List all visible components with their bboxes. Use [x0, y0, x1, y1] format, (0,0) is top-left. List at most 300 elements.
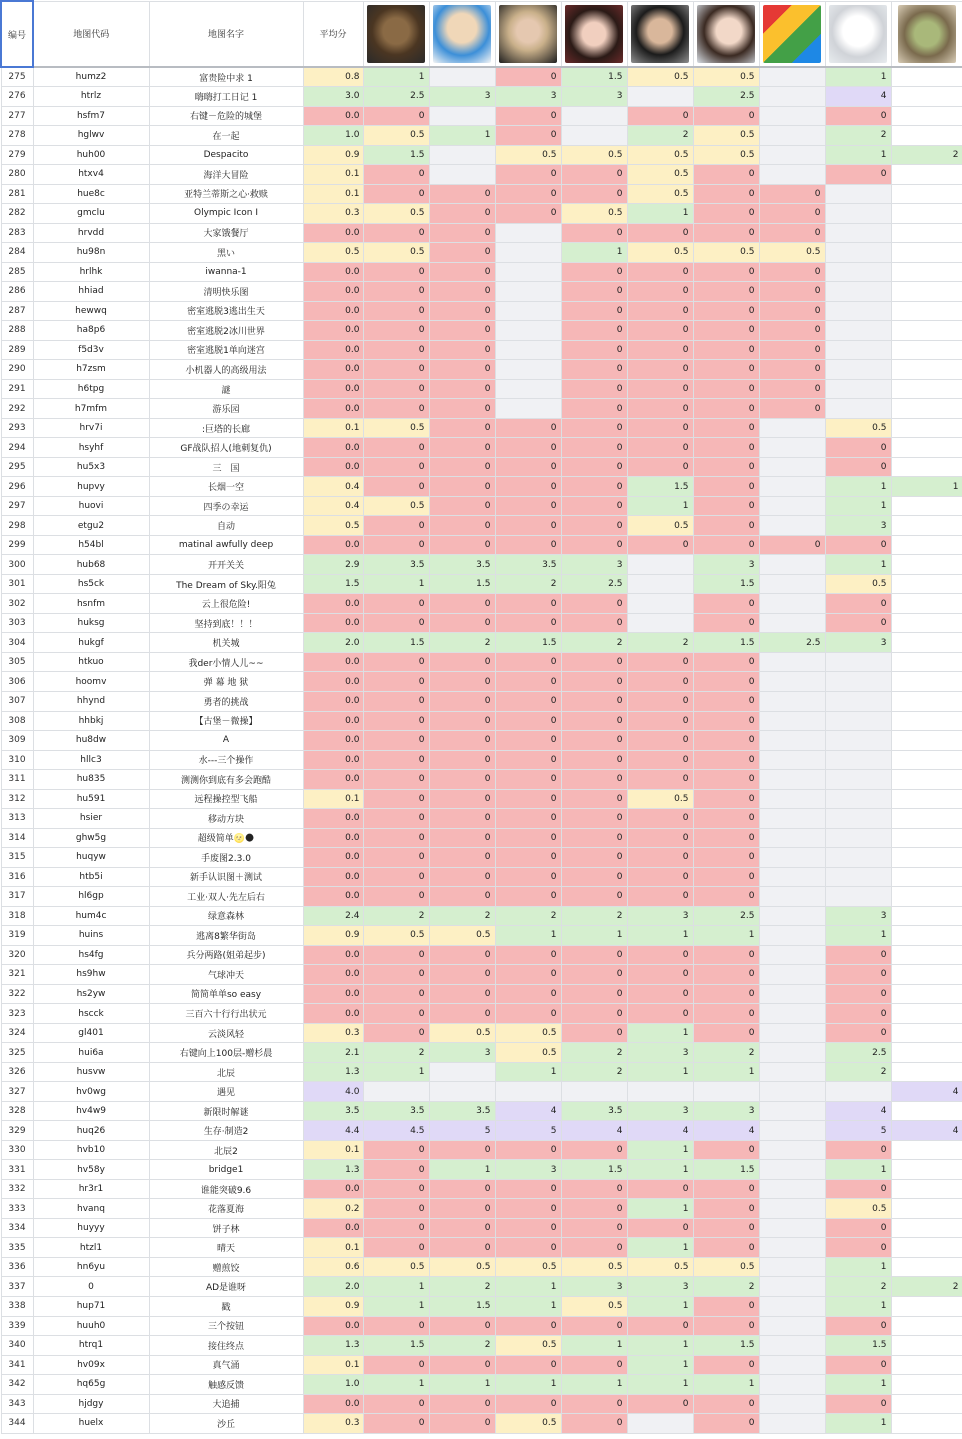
reviewer-score-cell[interactable]: 1 [363, 1277, 429, 1297]
row-number-cell[interactable]: 292 [1, 399, 33, 419]
reviewer-score-cell[interactable]: 0 [429, 594, 495, 614]
reviewer-score-cell[interactable]: 3 [825, 516, 891, 536]
map-name-cell[interactable]: 游乐园 [149, 399, 303, 419]
reviewer-score-cell[interactable]: 0 [825, 1023, 891, 1043]
reviewer-score-cell[interactable]: 1.5 [693, 633, 759, 653]
average-score-cell[interactable]: 0.9 [303, 926, 363, 946]
map-code-cell[interactable]: hr3r1 [33, 1179, 149, 1199]
average-score-cell[interactable]: 0.9 [303, 1296, 363, 1316]
reviewer-score-cell[interactable]: 1.5 [693, 1336, 759, 1356]
reviewer-score-cell[interactable]: 0 [693, 165, 759, 185]
average-score-cell[interactable]: 3.5 [303, 1101, 363, 1121]
reviewer-score-cell[interactable]: 0 [495, 1004, 561, 1024]
table-row[interactable] [1, 1296, 962, 1316]
reviewer-score-cell[interactable]: 0 [561, 165, 627, 185]
reviewer-score-cell[interactable]: 1 [627, 1296, 693, 1316]
column-header-number[interactable]: 编号 [1, 1, 33, 67]
reviewer-score-cell[interactable] [891, 945, 962, 965]
map-code-cell[interactable]: hukgf [33, 633, 149, 653]
reviewer-score-cell[interactable]: 0 [495, 1394, 561, 1414]
reviewer-score-cell[interactable]: 0 [495, 1355, 561, 1375]
reviewer-score-cell[interactable]: 1 [495, 1296, 561, 1316]
reviewer-score-cell[interactable]: 0 [561, 1140, 627, 1160]
average-score-cell[interactable]: 1.3 [303, 1160, 363, 1180]
map-code-cell[interactable]: htkuo [33, 652, 149, 672]
table-row[interactable] [1, 711, 962, 731]
table-row[interactable] [1, 867, 962, 887]
average-score-cell[interactable]: 0.0 [303, 652, 363, 672]
reviewer-score-cell[interactable]: 0 [495, 516, 561, 536]
reviewer-score-cell[interactable]: 2 [891, 145, 962, 165]
reviewer-score-cell[interactable]: 0 [363, 477, 429, 497]
reviewer-score-cell[interactable]: 0 [561, 399, 627, 419]
reviewer-score-cell[interactable]: 0 [627, 301, 693, 321]
row-number-cell[interactable]: 318 [1, 906, 33, 926]
reviewer-score-cell[interactable]: 0.5 [561, 1257, 627, 1277]
reviewer-score-cell[interactable]: 4 [891, 1082, 962, 1102]
row-number-cell[interactable]: 320 [1, 945, 33, 965]
reviewer-score-cell[interactable] [891, 67, 962, 87]
map-code-cell[interactable]: hu835 [33, 770, 149, 790]
row-number-cell[interactable]: 344 [1, 1414, 33, 1434]
reviewer-score-cell[interactable]: 0 [363, 965, 429, 985]
reviewer-score-cell[interactable] [495, 223, 561, 243]
reviewer-score-cell[interactable]: 0 [363, 438, 429, 458]
reviewer-score-cell[interactable]: 4 [627, 1121, 693, 1141]
reviewer-score-cell[interactable]: 0 [429, 984, 495, 1004]
row-number-cell[interactable]: 302 [1, 594, 33, 614]
reviewer-score-cell[interactable]: 0 [495, 984, 561, 1004]
map-code-cell[interactable]: hsnfm [33, 594, 149, 614]
reviewer-score-cell[interactable]: 1 [429, 1375, 495, 1395]
reviewer-score-cell[interactable]: 0 [495, 789, 561, 809]
reviewer-score-cell[interactable]: 0 [693, 1238, 759, 1258]
reviewer-score-cell[interactable]: 1.5 [561, 1160, 627, 1180]
reviewer-score-cell[interactable]: 0 [495, 535, 561, 555]
table-row[interactable] [1, 613, 962, 633]
reviewer-score-cell[interactable] [891, 1062, 962, 1082]
reviewer-score-cell[interactable]: 3 [561, 1277, 627, 1297]
reviewer-score-cell[interactable] [891, 594, 962, 614]
reviewer-score-cell[interactable] [759, 496, 825, 516]
map-code-cell[interactable]: hrv7i [33, 418, 149, 438]
reviewer-score-cell[interactable]: 0.5 [693, 67, 759, 87]
reviewer-score-cell[interactable]: 0 [627, 731, 693, 751]
reviewer-score-cell[interactable]: 1 [363, 1062, 429, 1082]
map-code-cell[interactable]: hs5ck [33, 574, 149, 594]
reviewer-score-cell[interactable]: 1.5 [429, 1296, 495, 1316]
row-number-cell[interactable]: 311 [1, 770, 33, 790]
reviewer-score-cell[interactable] [759, 848, 825, 868]
map-name-cell[interactable]: 三百六十行行出状元 [149, 1004, 303, 1024]
reviewer-score-cell[interactable]: 1.5 [693, 1160, 759, 1180]
table-row[interactable] [1, 145, 962, 165]
reviewer-score-cell[interactable]: 0 [693, 1355, 759, 1375]
reviewer-score-cell[interactable] [759, 457, 825, 477]
table-row[interactable] [1, 340, 962, 360]
average-score-cell[interactable]: 0.0 [303, 750, 363, 770]
reviewer-score-cell[interactable]: 0 [693, 945, 759, 965]
reviewer-score-cell[interactable]: 0 [627, 711, 693, 731]
reviewer-score-cell[interactable] [759, 1160, 825, 1180]
map-code-cell[interactable]: h54bl [33, 535, 149, 555]
reviewer-score-cell[interactable]: 0 [561, 223, 627, 243]
reviewer-score-cell[interactable] [825, 262, 891, 282]
map-name-cell[interactable]: 开开关关 [149, 555, 303, 575]
reviewer-score-cell[interactable]: 0.5 [759, 243, 825, 263]
reviewer-score-cell[interactable]: 0 [363, 360, 429, 380]
map-name-cell[interactable]: The Dream of Sky.阳兔 [149, 574, 303, 594]
table-row[interactable] [1, 1082, 962, 1102]
map-code-cell[interactable]: ha8p6 [33, 321, 149, 341]
reviewer-score-cell[interactable]: 0 [561, 789, 627, 809]
reviewer-score-cell[interactable]: 0.5 [363, 496, 429, 516]
reviewer-score-cell[interactable] [891, 516, 962, 536]
reviewer-score-cell[interactable] [627, 555, 693, 575]
average-score-cell[interactable]: 0.0 [303, 262, 363, 282]
reviewer-score-cell[interactable] [891, 1375, 962, 1395]
map-code-cell[interactable]: hu5x3 [33, 457, 149, 477]
reviewer-score-cell[interactable]: 0 [825, 613, 891, 633]
reviewer-score-cell[interactable]: 1.5 [363, 145, 429, 165]
map-name-cell[interactable]: 坚持到底！！！ [149, 613, 303, 633]
reviewer-score-cell[interactable]: 0 [363, 1160, 429, 1180]
map-code-cell[interactable]: hhiad [33, 282, 149, 302]
reviewer-score-cell[interactable]: 3 [627, 906, 693, 926]
reviewer-score-cell[interactable]: 4 [693, 1121, 759, 1141]
reviewer-score-cell[interactable] [759, 1218, 825, 1238]
reviewer-score-cell[interactable]: 5 [495, 1121, 561, 1141]
reviewer-score-cell[interactable]: 1 [627, 1336, 693, 1356]
reviewer-score-cell[interactable] [759, 750, 825, 770]
reviewer-score-cell[interactable]: 0 [495, 438, 561, 458]
reviewer-score-cell[interactable]: 0.5 [561, 1296, 627, 1316]
row-number-cell[interactable]: 275 [1, 67, 33, 87]
reviewer-score-cell[interactable]: 0.5 [363, 126, 429, 146]
row-number-cell[interactable]: 281 [1, 184, 33, 204]
map-code-cell[interactable]: hue8c [33, 184, 149, 204]
reviewer-score-cell[interactable]: 0.5 [825, 1199, 891, 1219]
row-number-cell[interactable]: 337 [1, 1277, 33, 1297]
reviewer-score-cell[interactable]: 2 [561, 1043, 627, 1063]
reviewer-score-cell[interactable]: 0 [693, 828, 759, 848]
reviewer-score-cell[interactable] [759, 126, 825, 146]
map-name-cell[interactable]: 云上很危险! [149, 594, 303, 614]
row-number-cell[interactable]: 282 [1, 204, 33, 224]
reviewer-score-cell[interactable]: 0 [561, 1316, 627, 1336]
reviewer-score-cell[interactable]: 0 [825, 984, 891, 1004]
reviewer-score-cell[interactable]: 0 [429, 496, 495, 516]
reviewer-score-cell[interactable]: 0 [693, 1199, 759, 1219]
map-code-cell[interactable]: hrvdd [33, 223, 149, 243]
table-row[interactable] [1, 887, 962, 907]
reviewer-score-cell[interactable]: 0 [561, 340, 627, 360]
reviewer-score-cell[interactable] [891, 731, 962, 751]
reviewer-score-cell[interactable]: 0 [363, 1355, 429, 1375]
map-name-cell[interactable]: 逃离8繁华街岛 [149, 926, 303, 946]
average-score-cell[interactable]: 0.0 [303, 945, 363, 965]
reviewer-score-cell[interactable] [495, 262, 561, 282]
reviewer-score-cell[interactable]: 0 [693, 1296, 759, 1316]
reviewer-score-cell[interactable]: 4 [561, 1121, 627, 1141]
reviewer-score-cell[interactable]: 0 [429, 1004, 495, 1024]
table-row[interactable] [1, 165, 962, 185]
reviewer-score-cell[interactable]: 0 [429, 223, 495, 243]
map-name-cell[interactable]: 北辰 [149, 1062, 303, 1082]
reviewer-score-cell[interactable]: 0.5 [561, 145, 627, 165]
reviewer-score-cell[interactable]: 0 [363, 262, 429, 282]
reviewer-score-cell[interactable]: 0 [429, 731, 495, 751]
reviewer-score-cell[interactable]: 0 [363, 223, 429, 243]
reviewer-score-cell[interactable]: 0 [495, 692, 561, 712]
table-row[interactable] [1, 106, 962, 126]
row-number-cell[interactable]: 300 [1, 555, 33, 575]
map-name-cell[interactable]: 富贵险中求 1 [149, 67, 303, 87]
reviewer-score-cell[interactable]: 0 [627, 887, 693, 907]
reviewer-score-cell[interactable]: 0 [825, 1238, 891, 1258]
reviewer-score-cell[interactable]: 0 [429, 848, 495, 868]
reviewer-score-cell[interactable]: 0 [495, 126, 561, 146]
reviewer-score-cell[interactable]: 0 [627, 1316, 693, 1336]
reviewer-score-cell[interactable]: 0 [363, 282, 429, 302]
reviewer-score-cell[interactable]: 0 [627, 984, 693, 1004]
reviewer-score-cell[interactable]: 2 [363, 1043, 429, 1063]
reviewer-score-cell[interactable] [891, 106, 962, 126]
average-score-cell[interactable]: 0.0 [303, 340, 363, 360]
column-header-reviewer[interactable] [759, 1, 825, 67]
reviewer-score-cell[interactable]: 0 [363, 828, 429, 848]
map-code-cell[interactable]: hllc3 [33, 750, 149, 770]
reviewer-score-cell[interactable] [825, 360, 891, 380]
reviewer-score-cell[interactable] [759, 770, 825, 790]
reviewer-score-cell[interactable]: 1 [693, 1375, 759, 1395]
table-row[interactable] [1, 1394, 962, 1414]
reviewer-score-cell[interactable]: 0 [759, 360, 825, 380]
reviewer-score-cell[interactable]: 1 [825, 1160, 891, 1180]
reviewer-score-cell[interactable]: 0 [627, 106, 693, 126]
map-name-cell[interactable]: 戳 [149, 1296, 303, 1316]
reviewer-score-cell[interactable]: 0 [561, 1023, 627, 1043]
row-number-cell[interactable]: 315 [1, 848, 33, 868]
map-name-cell[interactable]: 沙丘 [149, 1414, 303, 1434]
reviewer-score-cell[interactable]: 2 [495, 574, 561, 594]
table-row[interactable] [1, 223, 962, 243]
reviewer-score-cell[interactable]: 2 [561, 1062, 627, 1082]
average-score-cell[interactable]: 1.3 [303, 1336, 363, 1356]
average-score-cell[interactable]: 0.5 [303, 516, 363, 536]
average-score-cell[interactable]: 0.0 [303, 457, 363, 477]
column-header-reviewer[interactable] [825, 1, 891, 67]
reviewer-score-cell[interactable]: 3 [627, 1043, 693, 1063]
average-score-cell[interactable]: 0.0 [303, 301, 363, 321]
reviewer-score-cell[interactable] [495, 399, 561, 419]
map-code-cell[interactable]: hsier [33, 809, 149, 829]
reviewer-score-cell[interactable] [891, 906, 962, 926]
reviewer-score-cell[interactable]: 0 [429, 438, 495, 458]
map-code-cell[interactable]: hn6yu [33, 1257, 149, 1277]
reviewer-score-cell[interactable]: 0 [627, 360, 693, 380]
average-score-cell[interactable]: 0.2 [303, 1199, 363, 1219]
map-name-cell[interactable]: 密室逃脱1单向迷宫 [149, 340, 303, 360]
reviewer-score-cell[interactable]: 0 [363, 1004, 429, 1024]
map-code-cell[interactable]: h7mfm [33, 399, 149, 419]
table-row[interactable] [1, 672, 962, 692]
reviewer-score-cell[interactable]: 2.5 [759, 633, 825, 653]
reviewer-score-cell[interactable]: 0.5 [495, 1257, 561, 1277]
average-score-cell[interactable]: 0.0 [303, 731, 363, 751]
reviewer-score-cell[interactable]: 0 [627, 1004, 693, 1024]
map-name-cell[interactable]: 三个按钮 [149, 1316, 303, 1336]
reviewer-score-cell[interactable]: 0 [561, 1199, 627, 1219]
map-code-cell[interactable]: hewwq [33, 301, 149, 321]
reviewer-score-cell[interactable]: 0 [561, 477, 627, 497]
map-code-cell[interactable]: hsfm7 [33, 106, 149, 126]
reviewer-score-cell[interactable]: 0 [693, 672, 759, 692]
reviewer-score-cell[interactable]: 3 [627, 1101, 693, 1121]
map-code-cell[interactable]: htrlz [33, 87, 149, 107]
row-number-cell[interactable]: 297 [1, 496, 33, 516]
reviewer-score-cell[interactable]: 0 [693, 106, 759, 126]
table-row[interactable] [1, 789, 962, 809]
average-score-cell[interactable]: 0.9 [303, 145, 363, 165]
reviewer-score-cell[interactable]: 2 [627, 633, 693, 653]
reviewer-score-cell[interactable]: 1 [495, 1062, 561, 1082]
reviewer-score-cell[interactable] [891, 457, 962, 477]
reviewer-score-cell[interactable]: 0 [561, 652, 627, 672]
reviewer-score-cell[interactable]: 0 [363, 594, 429, 614]
reviewer-score-cell[interactable]: 0 [627, 438, 693, 458]
average-score-cell[interactable]: 1.0 [303, 126, 363, 146]
average-score-cell[interactable]: 0.3 [303, 1414, 363, 1434]
reviewer-score-cell[interactable]: 0 [429, 809, 495, 829]
map-code-cell[interactable]: hui6a [33, 1043, 149, 1063]
reviewer-score-cell[interactable]: 0 [693, 1414, 759, 1434]
reviewer-score-cell[interactable]: 0 [429, 1140, 495, 1160]
reviewer-score-cell[interactable]: 0.5 [825, 574, 891, 594]
reviewer-score-cell[interactable]: 0 [693, 535, 759, 555]
map-name-cell[interactable]: 【古堡－微操】 [149, 711, 303, 731]
average-score-cell[interactable]: 0.1 [303, 184, 363, 204]
map-code-cell[interactable]: hv09x [33, 1355, 149, 1375]
row-number-cell[interactable]: 331 [1, 1160, 33, 1180]
reviewer-score-cell[interactable]: 0 [825, 1394, 891, 1414]
reviewer-score-cell[interactable]: 0 [627, 1394, 693, 1414]
reviewer-score-cell[interactable]: 0 [363, 184, 429, 204]
reviewer-score-cell[interactable] [759, 1023, 825, 1043]
reviewer-score-cell[interactable]: 0 [363, 321, 429, 341]
reviewer-score-cell[interactable] [825, 204, 891, 224]
row-number-cell[interactable]: 288 [1, 321, 33, 341]
map-name-cell[interactable]: 小机器人的高级用法 [149, 360, 303, 380]
reviewer-score-cell[interactable]: 0 [363, 301, 429, 321]
reviewer-score-cell[interactable]: 0 [561, 418, 627, 438]
reviewer-score-cell[interactable]: 0 [495, 672, 561, 692]
reviewer-score-cell[interactable]: 1 [561, 926, 627, 946]
reviewer-score-cell[interactable]: 1 [561, 243, 627, 263]
reviewer-score-cell[interactable] [891, 633, 962, 653]
average-score-cell[interactable]: 2.1 [303, 1043, 363, 1063]
reviewer-score-cell[interactable]: 0 [693, 282, 759, 302]
table-row[interactable] [1, 262, 962, 282]
table-row[interactable] [1, 418, 962, 438]
reviewer-score-cell[interactable]: 1 [825, 496, 891, 516]
reviewer-score-cell[interactable]: 0 [363, 379, 429, 399]
table-row[interactable] [1, 1043, 962, 1063]
reviewer-score-cell[interactable] [759, 87, 825, 107]
reviewer-score-cell[interactable]: 0 [693, 750, 759, 770]
reviewer-score-cell[interactable]: 4 [495, 1101, 561, 1121]
reviewer-score-cell[interactable]: 0 [627, 652, 693, 672]
reviewer-score-cell[interactable] [825, 1082, 891, 1102]
reviewer-score-cell[interactable]: 3 [495, 87, 561, 107]
reviewer-score-cell[interactable]: 0 [429, 1355, 495, 1375]
reviewer-score-cell[interactable]: 2 [561, 633, 627, 653]
row-number-cell[interactable]: 338 [1, 1296, 33, 1316]
reviewer-score-cell[interactable] [891, 496, 962, 516]
reviewer-score-cell[interactable]: 0 [759, 379, 825, 399]
reviewer-score-cell[interactable]: 3 [561, 87, 627, 107]
reviewer-score-cell[interactable]: 3 [429, 87, 495, 107]
reviewer-score-cell[interactable] [759, 418, 825, 438]
average-score-cell[interactable]: 0.0 [303, 711, 363, 731]
map-name-cell[interactable]: 远程操控型飞船 [149, 789, 303, 809]
map-name-cell[interactable]: 大家饿餐厅 [149, 223, 303, 243]
average-score-cell[interactable]: 2.0 [303, 1277, 363, 1297]
average-score-cell[interactable]: 0.3 [303, 1023, 363, 1043]
average-score-cell[interactable]: 0.0 [303, 809, 363, 829]
reviewer-score-cell[interactable]: 1.5 [825, 1336, 891, 1356]
average-score-cell[interactable]: 0.0 [303, 1218, 363, 1238]
reviewer-score-cell[interactable] [891, 926, 962, 946]
reviewer-score-cell[interactable]: 0 [429, 1394, 495, 1414]
reviewer-score-cell[interactable]: 1 [627, 1062, 693, 1082]
reviewer-score-cell[interactable] [759, 1043, 825, 1063]
table-row[interactable] [1, 750, 962, 770]
table-row[interactable] [1, 555, 962, 575]
reviewer-score-cell[interactable] [825, 692, 891, 712]
reviewer-score-cell[interactable] [825, 652, 891, 672]
reviewer-score-cell[interactable] [891, 1140, 962, 1160]
row-number-cell[interactable]: 293 [1, 418, 33, 438]
reviewer-score-cell[interactable] [891, 867, 962, 887]
reviewer-score-cell[interactable]: 0 [429, 360, 495, 380]
reviewer-score-cell[interactable] [759, 145, 825, 165]
map-name-cell[interactable]: 工业·双人·先左后右 [149, 887, 303, 907]
average-score-cell[interactable]: 0.6 [303, 1257, 363, 1277]
table-row[interactable] [1, 1316, 962, 1336]
reviewer-score-cell[interactable]: 0.5 [429, 1023, 495, 1043]
average-score-cell[interactable]: 0.0 [303, 1179, 363, 1199]
row-number-cell[interactable]: 343 [1, 1394, 33, 1414]
table-row[interactable] [1, 809, 962, 829]
reviewer-score-cell[interactable]: 0.5 [627, 789, 693, 809]
reviewer-score-cell[interactable]: 0 [363, 1023, 429, 1043]
reviewer-score-cell[interactable]: 4 [825, 1101, 891, 1121]
reviewer-score-cell[interactable] [759, 789, 825, 809]
reviewer-score-cell[interactable]: 0 [693, 867, 759, 887]
row-number-cell[interactable]: 284 [1, 243, 33, 263]
row-number-cell[interactable]: 329 [1, 1121, 33, 1141]
map-code-cell[interactable]: hv0wg [33, 1082, 149, 1102]
column-header-code[interactable]: 地图代码 [33, 1, 149, 67]
map-name-cell[interactable]: 四季の幸运 [149, 496, 303, 516]
reviewer-score-cell[interactable] [759, 1277, 825, 1297]
table-row[interactable] [1, 126, 962, 146]
reviewer-score-cell[interactable]: 0 [363, 106, 429, 126]
average-score-cell[interactable]: 0.0 [303, 770, 363, 790]
map-code-cell[interactable]: huovi [33, 496, 149, 516]
reviewer-score-cell[interactable]: 0 [429, 945, 495, 965]
